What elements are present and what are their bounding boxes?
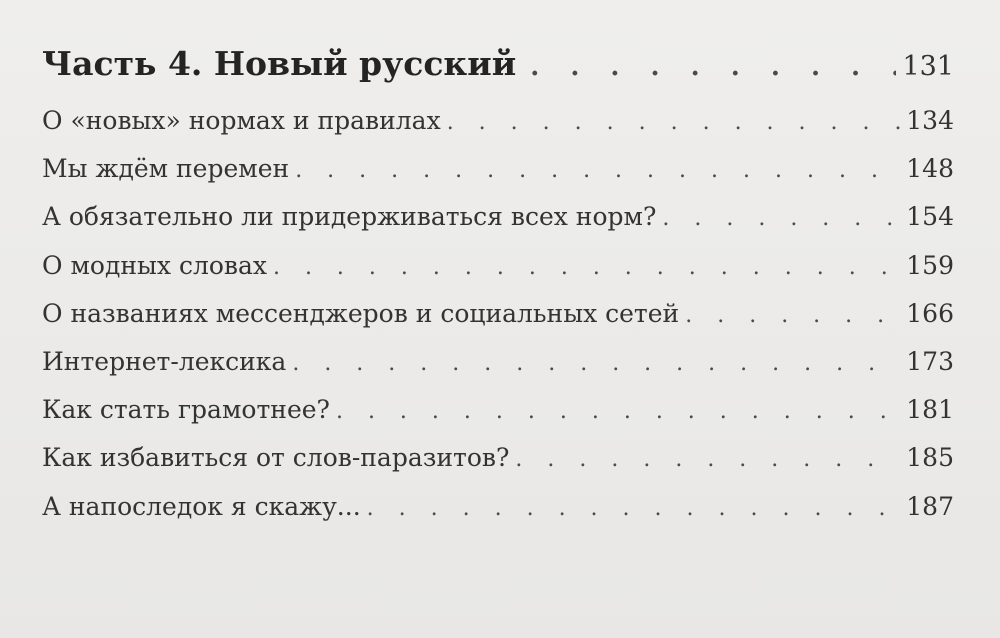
toc-entry [42,347,954,395]
dot-leader [292,351,900,376]
dot-leader [662,206,900,231]
toc-entry [42,202,954,250]
toc-section-heading [42,44,954,106]
entry-page-number: 166 [906,298,954,328]
dot-leader [447,110,901,135]
toc-entry [42,492,954,540]
toc-entry [42,443,954,491]
entry-title: О модных словах [42,250,267,280]
entry-title: А напоследок я скажу... [42,491,361,521]
toc-entry [42,251,954,299]
entry-page-number: 185 [906,443,954,473]
dot-leader [685,303,900,328]
entry-title: Мы ждём перемен [42,154,290,184]
dot-leader [295,158,900,183]
dot-leader [530,52,896,82]
entry-title: Как стать грамотнее? [42,395,330,425]
dot-leader [367,496,901,521]
entry-title: О «новых» нормах и правилах [42,106,441,135]
dot-leader [515,447,900,472]
toc-entry [42,299,954,347]
entry-page-number: 134 [906,106,954,135]
dot-leader [336,399,900,424]
entry-page-number: 159 [906,250,954,280]
entry-title: О названиях мессенджеров и социальных сетей [42,298,680,328]
table-of-contents [42,44,954,540]
entry-page-number: 187 [906,491,954,521]
entry-page-number: 173 [906,346,954,376]
entry-title: Интернет-лексика [42,346,287,376]
section-title: Часть 4. Новый русский [42,44,517,83]
entry-page-number: 148 [906,154,954,184]
entry-title: Как избавиться от слов-паразитов? [42,443,510,473]
entry-page-number: 154 [906,202,954,232]
toc-entry [42,154,954,202]
toc-entry [42,395,954,443]
toc-entry [42,106,954,154]
dot-leader [273,255,900,280]
section-page-number: 131 [902,51,954,82]
entry-title: А обязательно ли придерживаться всех норм? [42,202,657,232]
entry-page-number: 181 [906,395,954,425]
